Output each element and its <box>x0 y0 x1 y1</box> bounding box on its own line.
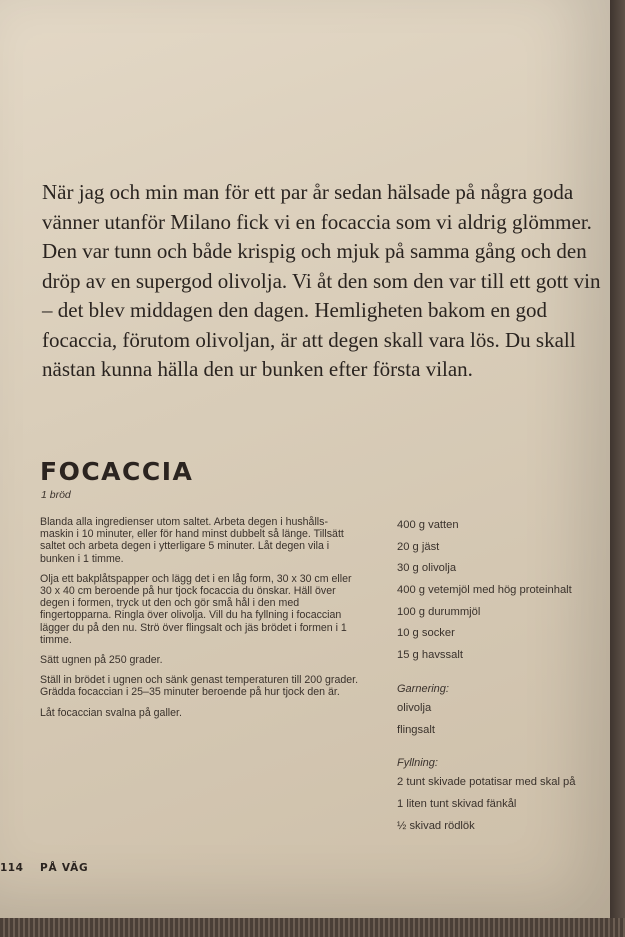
ingredient-item: 15 g havssalt <box>397 649 463 662</box>
recipe-yield: 1 bröd <box>41 489 71 501</box>
method-step: Olja ett bakplåtspapper och lägg det i en låg form, 30 x 30 cm eller 30 x 40 cm beroende på hur tjock focaccia du önskar. Häll över degen i formen, tryck ut den och gör små hål i den med fingertopparna. Ringla över olivolja. Vill du ha fyllning i focaccian lägger du på den nu. Strö över flingsalt och jäs brödet i formen i 1 timme. <box>40 572 352 646</box>
ingredient-item: 400 g vatten <box>397 519 459 531</box>
recipe-method <box>40 516 360 727</box>
method-step: Blanda alla ingredienser utom saltet. Arbeta degen i hushålls-maskin i 10 minuter, eller för hand minst dubbelt så länge. Tillsätt saltet och arbeta degen i ytterligare 5 minuter. Låt degen vila i bunken i 1 timme. <box>40 516 344 565</box>
filling-item: 1 liten tunt skivad fänkål <box>397 797 517 810</box>
garnish-list <box>397 700 610 743</box>
recipe-title: FOCACCIA <box>40 457 194 486</box>
method-step: Sätt ugnen på 250 grader. <box>40 654 163 667</box>
ingredient-item: 30 g olivolja <box>397 562 457 575</box>
ingredients-column <box>397 517 610 839</box>
ingredient-item: 10 g socker <box>397 627 455 640</box>
filling-list <box>397 774 610 839</box>
garnish-item: olivolja <box>397 701 432 714</box>
method-step: Ställ in brödet i ugnen och sänk genast temperaturen till 200 grader. Grädda focaccian i 25–35 minuter beroende på hur tjock den är. <box>40 674 359 699</box>
intro-paragraph: När jag och min man för ett par år sedan hälsade på några goda vänner utanför Milano fick vi en focaccia som vi aldrig glömmer. Den var tunn och både krispig och mjuk på samma gång och den dröp av en supergod olivolja. Vi åt den som den var till ett gott vin – det blev middagen den dagen. Hemligheten bakom en god focaccia, förutom olivoljan, är att degen skall vara lös. Du skall nästan kunna hälla den ur bunken efter första vilan. <box>42 180 601 381</box>
filling-item: ½ skivad rödlök <box>397 819 475 832</box>
filling-title: Fyllning: <box>397 757 438 770</box>
method-step: Låt focaccian svalna på galler. <box>40 706 182 719</box>
ingredient-item: 100 g durummjöl <box>397 605 481 618</box>
page-edge-shadow <box>610 0 625 918</box>
filling-item: 2 tunt skivade potatisar med skal på <box>397 776 576 789</box>
garnish-item: flingsalt <box>397 723 435 736</box>
ingredient-item: 20 g jäst <box>397 540 440 553</box>
background-fabric <box>0 918 625 937</box>
ingredient-list <box>397 517 610 669</box>
ingredient-item: 400 g vetemjöl med hög proteinhalt <box>397 584 572 597</box>
page-number: 114 <box>0 862 24 874</box>
garnish-title: Garnering: <box>397 682 449 695</box>
section-name: PÅ VÄG <box>40 862 89 874</box>
